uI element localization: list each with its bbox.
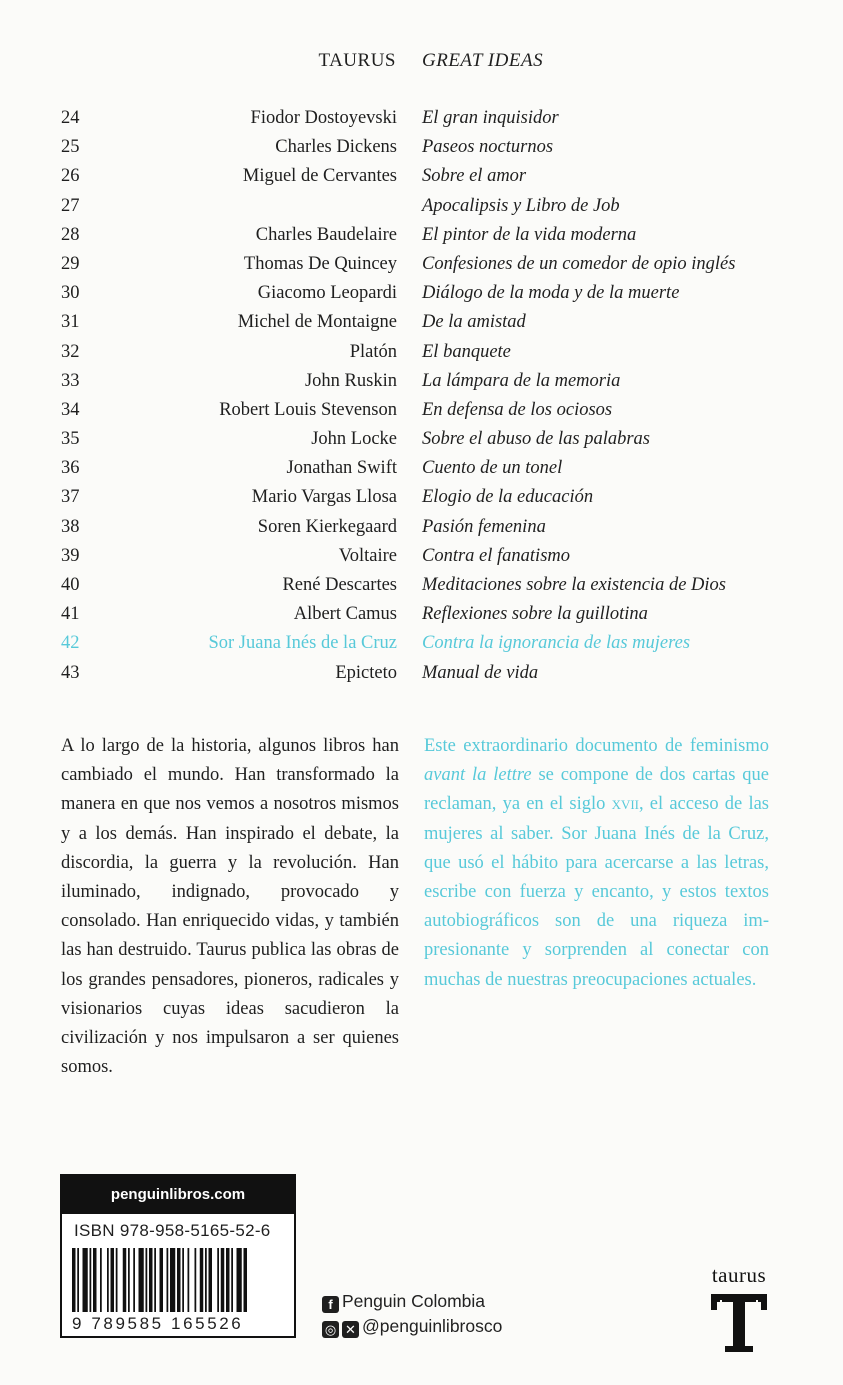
barcode-bar	[90, 1248, 92, 1312]
barcode-bar	[188, 1248, 190, 1312]
catalog-number: 42	[61, 633, 80, 654]
facebook-label: Penguin Colombia	[342, 1291, 486, 1311]
catalog-row	[0, 312, 843, 341]
catalog-number: 40	[61, 575, 80, 595]
series-description: A lo largo de la historia, algunos libros han cambiado el mundo. Han transformado la manera en que nos vemos a nosotros mismos y a los demás. Han inspirado el debate, la discordia, la guerra y la revolución. Han iluminado, indignado, provocado y consolado. Han enriquecido vidas, y también las han destruido. Taurus publica las obras de los grandes pensadores, pioneros, radicales y visionarios cuyas ideas sacudieron la civilización y nos impulsaron a ser quienes somos.	[61, 736, 399, 1078]
barcode-bar	[231, 1248, 233, 1312]
catalog-row	[0, 196, 843, 225]
catalog-author: Michel de Montaigne	[237, 312, 397, 333]
catalog-number: 39	[61, 545, 80, 566]
catalog-author: Charles Dickens	[275, 137, 397, 158]
catalog-row	[0, 663, 843, 692]
catalog-row	[0, 400, 843, 429]
catalog-row	[0, 487, 843, 516]
catalog-number: 26	[61, 166, 80, 187]
website-label: penguinlibros.com	[62, 1176, 294, 1214]
barcode-bar	[83, 1248, 88, 1312]
barcode-bar	[111, 1248, 115, 1312]
barcode-bar	[226, 1248, 230, 1312]
catalog-row	[0, 458, 843, 487]
instagram-icon: ◎	[322, 1321, 339, 1338]
barcode-bar	[209, 1248, 213, 1312]
facebook-icon: f	[322, 1296, 339, 1313]
catalog-title: Sobre el abuso de las palabras	[422, 429, 650, 450]
catalog-number: 31	[61, 312, 80, 333]
catalog-author: Robert Louis Stevenson	[219, 399, 397, 420]
barcode-bar	[123, 1248, 127, 1312]
catalog-number: 28	[61, 224, 80, 245]
taurus-t-logo	[709, 1292, 769, 1354]
catalog-author: René Descartes	[282, 575, 397, 595]
barcode-bar	[77, 1248, 79, 1312]
barcode-bar	[128, 1248, 130, 1312]
catalog-author: Thomas De Quincey	[243, 253, 397, 274]
instagram-x-link[interactable]	[322, 1316, 502, 1338]
catalog-author: Fiodor Dostoyevski	[250, 108, 397, 128]
catalog-author: Jonathan Swift	[286, 458, 397, 479]
barcode-bar	[72, 1248, 76, 1312]
facebook-link[interactable]	[322, 1291, 485, 1313]
barcode-digits: 9 789585 165526	[72, 1314, 244, 1333]
catalog-author: Epicteto	[335, 662, 397, 683]
catalog-title: En defensa de los ociosos	[422, 399, 613, 420]
catalog-number: 37	[61, 487, 80, 508]
series-name: GREAT IDEAS	[422, 50, 544, 71]
series-header	[0, 50, 843, 76]
barcode-bar	[146, 1248, 148, 1312]
catalog-number: 30	[61, 283, 80, 304]
taurus-wordmark: taurus	[711, 1263, 767, 1287]
catalog-author: John Locke	[311, 429, 397, 450]
barcode-bar	[133, 1248, 135, 1312]
catalog-row	[0, 137, 843, 166]
catalog-title: El pintor de la vida moderna	[422, 224, 637, 245]
barcode-bar	[195, 1248, 197, 1312]
x-icon: ✕	[342, 1321, 359, 1338]
catalog-author: Platón	[349, 341, 397, 362]
barcode-image	[72, 1248, 288, 1312]
barcode-bar	[100, 1248, 102, 1312]
catalog-row	[0, 166, 843, 195]
catalog-author: John Ruskin	[304, 370, 397, 391]
barcode-panel	[60, 1174, 296, 1338]
catalog-number: 35	[61, 429, 80, 450]
catalog-row	[0, 254, 843, 283]
book-description-text: , el acceso de las mujeres al saber. Sor Juana Inés de la Cruz, que usó el hábito para acercarse a las letras, escribe con fuerza y encanto, y estos textos autobiográficos son de una riqueza impresionante y sorprenden al conectar con muchas de nuestras preocupaciones actuales.	[424, 794, 769, 990]
catalog-title: El banquete	[422, 341, 511, 362]
barcode-bar	[93, 1248, 97, 1312]
isbn-label: ISBN 978-958-5165-52-6	[74, 1221, 271, 1240]
catalog-number: 32	[61, 341, 80, 362]
catalog-title: Diálogo de la moda y de la muerte	[422, 283, 680, 304]
catalog-number: 33	[61, 370, 80, 391]
publisher-name: TAURUS	[318, 50, 396, 71]
catalog-author: Soren Kierkegaard	[257, 516, 397, 537]
barcode-bar	[107, 1248, 109, 1312]
catalog-author: Giacomo Leopardi	[257, 283, 397, 304]
catalog-title: Confesiones de un comedor de opio inglés	[422, 253, 736, 274]
catalog-author: Voltaire	[338, 545, 397, 566]
catalog-number: 34	[61, 399, 80, 420]
catalog-row	[0, 342, 843, 371]
catalog-row	[0, 283, 843, 312]
catalog-row	[0, 575, 843, 604]
catalog-number: 29	[61, 253, 80, 274]
catalog-title: Meditaciones sobre la existencia de Dios	[422, 575, 726, 595]
catalog-title: El gran inquisidor	[422, 108, 559, 128]
catalog-title: Pasión femenina	[422, 516, 546, 537]
catalog-number: 43	[61, 662, 80, 683]
taurus-logo	[700, 1263, 778, 1354]
catalog-title: Cuento de un tonel	[422, 458, 563, 479]
catalog-title: De la amistad	[422, 312, 526, 333]
catalog-number: 38	[61, 516, 80, 537]
barcode-bar	[170, 1248, 175, 1312]
catalog-row	[0, 225, 843, 254]
catalog-author: Sor Juana Inés de la Cruz	[208, 633, 397, 654]
catalog-row	[0, 633, 843, 662]
catalog-row	[0, 546, 843, 575]
barcode-bar	[244, 1248, 248, 1312]
catalog-row	[0, 517, 843, 546]
catalog-row	[0, 429, 843, 458]
catalog-row	[0, 371, 843, 400]
catalog-list	[0, 108, 843, 692]
catalog-author: Albert Camus	[293, 604, 397, 625]
barcode-bar	[139, 1248, 144, 1312]
social-handle: @penguinlibrosco	[362, 1316, 503, 1336]
catalog-row	[0, 108, 843, 137]
catalog-author: Miguel de Cervantes	[242, 166, 397, 187]
barcode-bar	[200, 1248, 204, 1312]
catalog-author: Charles Baudelaire	[255, 224, 397, 245]
catalog-number: 24	[61, 108, 80, 128]
catalog-title: Contra la ignorancia de las mujeres	[422, 633, 691, 654]
barcode-bar	[221, 1248, 225, 1312]
barcode-bar	[182, 1248, 184, 1312]
catalog-title: Reflexiones sobre la guillotina	[422, 604, 648, 625]
book-description-text: se compone de dos cartas que reclaman, ya en el siglo	[424, 765, 769, 815]
catalog-title: Contra el fanatismo	[422, 545, 571, 566]
catalog-number: 25	[61, 137, 80, 158]
book-description	[424, 732, 769, 995]
catalog-number: 36	[61, 458, 80, 479]
barcode-bar	[116, 1248, 118, 1312]
book-description-italic: avant la lettre	[424, 765, 532, 786]
catalog-title: Sobre el amor	[422, 166, 527, 187]
catalog-title: Manual de vida	[422, 662, 539, 683]
barcode-bar	[149, 1248, 153, 1312]
barcode-bar	[217, 1248, 219, 1312]
catalog-title: Apocalipsis y Libro de Job	[422, 195, 620, 216]
catalog-title: La lámpara de la memoria	[422, 370, 621, 391]
barcode-bar	[205, 1248, 207, 1312]
catalog-row	[0, 604, 843, 633]
barcode-bar	[167, 1248, 169, 1312]
catalog-number: 27	[61, 195, 80, 216]
catalog-title: Elogio de la educación	[422, 487, 594, 508]
barcode-bar	[177, 1248, 181, 1312]
catalog-number: 41	[61, 604, 80, 625]
barcode-bar	[154, 1248, 156, 1312]
century-smallcaps: xvii	[611, 794, 639, 815]
barcode-bar	[237, 1248, 242, 1312]
catalog-author: Mario Vargas Llosa	[251, 487, 397, 508]
catalog-title: Paseos nocturnos	[422, 137, 554, 158]
barcode-bar	[160, 1248, 164, 1312]
book-description-text: Este extraordinario documento de feminismo	[424, 736, 769, 756]
